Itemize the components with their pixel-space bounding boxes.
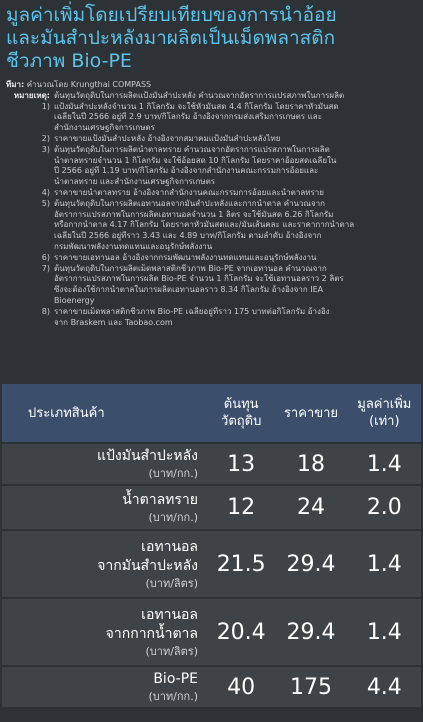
note-text-line: เฉลี่ยในปี 2566 อยู่ที่ราว 3.43 และ 4.89 บาท/กิโลกรัม ตามลำดับ อ้างอิงจาก (54, 231, 322, 241)
product-unit: (บาท/กก.) (148, 690, 198, 703)
note-5 (6, 199, 418, 253)
header-raw-material-cost: ต้นทุน วัตถุดิบ (208, 384, 274, 442)
source-label: ที่มา: (6, 80, 25, 89)
note-1 (6, 91, 418, 134)
note-text-line: ราคาขายน้ำตาลทราย อ้างอิงจากสำนักงานคณะกรรมการอ้อยและน้ำตาลทราย (54, 187, 324, 197)
note-8 (6, 307, 418, 329)
note-text-line: ต้นทุนวัตถุดิบในการผลิตเอทานอลจากมันสำปะหลังและกากน้ำตาล คำนวณจาก (54, 198, 325, 208)
note-number: 2) (41, 133, 50, 143)
note-text-line: อัตราการแปรสภาพในการผลิตเอทานอลจำนวน 1 ลิตร จะใช้มันสด 6.26 กิโลกรัม (54, 209, 334, 219)
note-text-line: ราคาขายเอทานอล อ้างอิงจากกรมพัฒนาพลังงานทดแทนและอนุรักษ์พลังงาน (54, 252, 317, 262)
cost-cell: 12 (208, 486, 274, 529)
cost-cell: 13 (208, 444, 274, 484)
table-row (2, 531, 421, 597)
product-unit: (บาท/กก.) (148, 510, 198, 524)
cost-cell: 21.5 (208, 531, 274, 597)
product-label (2, 444, 208, 484)
note-text-line: กรมพัฒนาพลังงานทดแทนและอนุรักษ์พลังงาน (54, 241, 213, 251)
notes-label: หมายเหตุ: (13, 90, 50, 100)
note-text-line: ต้นทุนวัตถุดิบในการผลิตเม็ดพลาสติกชีวภาพ Bio-PE จากเอทานอล คำนวณจาก (54, 263, 327, 273)
cost-cell: 20.4 (208, 599, 274, 665)
note-4 (6, 188, 418, 199)
note-text-line: หรือกากน้ำตาล 4.17 กิโลกรัม โดยราคาหัวมันสดและ/มันเส้นคละ และราคากากน้ำตาล (54, 220, 355, 230)
note-7 (6, 264, 418, 307)
title-line-1: มูลค่าเพิ่มโดยเปรียบเทียบของการนำอ้อย (6, 4, 337, 26)
note-number: 1) (41, 101, 50, 111)
note-text-line: น้ำตาลทราย และสำนักงานเศรษฐกิจการเกษตร (54, 177, 216, 187)
infographic-title (6, 4, 418, 73)
note-number: 8) (41, 306, 50, 316)
price-cell: 24 (274, 486, 347, 529)
note-text-line: แป้งมันสำปะหลังจำนวน 1 กิโลกรัม จะใช้หัวมันสด 4.4 กิโลกรัม โดยราคาหัวมันสด (54, 101, 339, 111)
source-line (6, 80, 418, 91)
note-text-line: น้ำตาลทรายจำนวน 1 กิโลกรัม จะใช้อ้อยสด 10 กิโลกรัม โดยราคาอ้อยสดเฉลี่ยใน (54, 155, 337, 165)
product-name: น้ำตาลทราย (122, 491, 198, 508)
note-text-line: จาก Braskem และ Taobao.com (54, 317, 173, 327)
product-name-line-2: จากมันสำปะหลัง (97, 557, 198, 574)
product-label (2, 531, 208, 597)
value-added-cell: 1.4 (348, 444, 421, 484)
note-text-line: ซึ่งจะต้องใช้กากน้ำตาลในการผลิตเอทานอลราว 8.34 กิโลกรัม อ้างอิงจาก IEA (54, 285, 324, 295)
value-added-table (2, 382, 421, 709)
product-unit: (บาท/ลิตร) (145, 644, 198, 658)
product-name-line-2: จากกากน้ำตาล (105, 625, 198, 642)
price-cell: 29.4 (274, 599, 347, 665)
value-added-cell: 1.4 (348, 531, 421, 597)
source-and-notes (6, 80, 418, 328)
value-added-cell: 1.4 (348, 599, 421, 665)
title-line-2: และมันสำปะหลังมาผลิตเป็นเม็ดพลาสติก (6, 27, 336, 49)
header-product: ประเภทสินค้า (2, 384, 208, 442)
table-row (2, 486, 421, 529)
table-row (2, 667, 421, 707)
title-line-3: ชีวภาพ Bio-PE (6, 50, 132, 72)
note-3 (6, 145, 418, 188)
product-unit: (บาท/กก.) (148, 467, 198, 480)
note-text-line: ราคาขายเม็ดพลาสติกชีวภาพ Bio-PE เฉลี่ยอยู่ที่ราว 175 บาทต่อกิโลกรัม อ้างอิง (54, 306, 330, 316)
note-text-line: สำนักงานเศรษฐกิจการเกษตร (54, 123, 155, 133)
table-row (2, 599, 421, 665)
product-label (2, 486, 208, 529)
source-text: คำนวณโดย Krungthai COMPASS (26, 80, 152, 89)
value-added-cell: 4.4 (348, 667, 421, 707)
product-name: Bio-PE (153, 671, 198, 687)
product-label (2, 599, 208, 665)
note-text-line: ปี 2566 อยู่ที่ 1.19 บาท/กิโลกรัม อ้างอิงจากสำนักงานคณะกรรมการอ้อยและ (54, 166, 319, 176)
price-cell: 175 (274, 667, 347, 707)
product-name: เอทานอล (141, 538, 198, 555)
product-name: เอทานอล (141, 606, 198, 623)
note-text-line: เฉลี่ยในปี 2566 อยู่ที่ 2.9 บาท/กิโลกรัม อ้างอิงจากกรมส่งเสริมการเกษตร และ (54, 112, 322, 122)
cost-cell: 40 (208, 667, 274, 707)
note-2 (6, 134, 418, 145)
value-added-cell: 2.0 (348, 486, 421, 529)
note-number: 3) (41, 144, 50, 154)
header-value-added: มูลค่าเพิ่ม (เท่า) (348, 384, 421, 442)
note-number: 4) (41, 187, 50, 197)
header-selling-price: ราคาขาย (274, 384, 347, 442)
table-row (2, 444, 421, 484)
price-cell: 29.4 (274, 531, 347, 597)
note-6 (6, 253, 418, 264)
note-number: 5) (41, 198, 50, 208)
note-text-line: Bioenergy (54, 295, 95, 305)
product-name: แป้งมันสำปะหลัง (96, 448, 198, 464)
note-text-line: ต้นทุนวัตถุดิบในการผลิตแป้งมันสำปะหลัง คำนวณจากอัตราการแปรสภาพในการผลิต (54, 90, 345, 100)
product-label (2, 667, 208, 707)
product-unit: (บาท/ลิตร) (145, 576, 198, 590)
note-number: 7) (41, 263, 50, 273)
price-cell: 18 (274, 444, 347, 484)
table-header-row (2, 384, 421, 442)
note-text-line: ต้นทุนวัตถุดิบในการผลิตน้ำตาลทราย คำนวณจากอัตราการแปรสภาพในการผลิต (54, 144, 330, 154)
note-text-line: ราคาขายแป้งมันสำปะหลัง อ้างอิงจากสมาคมแป้งมันสำปะหลังไทย (54, 133, 281, 143)
note-text-line: อัตราการแปรสภาพในการผลิต Bio-PE จำนวน 1 กิโลกรัม จะใช้เอทานอลราว 2 ลิตร (54, 274, 344, 284)
note-number: 6) (41, 252, 50, 262)
